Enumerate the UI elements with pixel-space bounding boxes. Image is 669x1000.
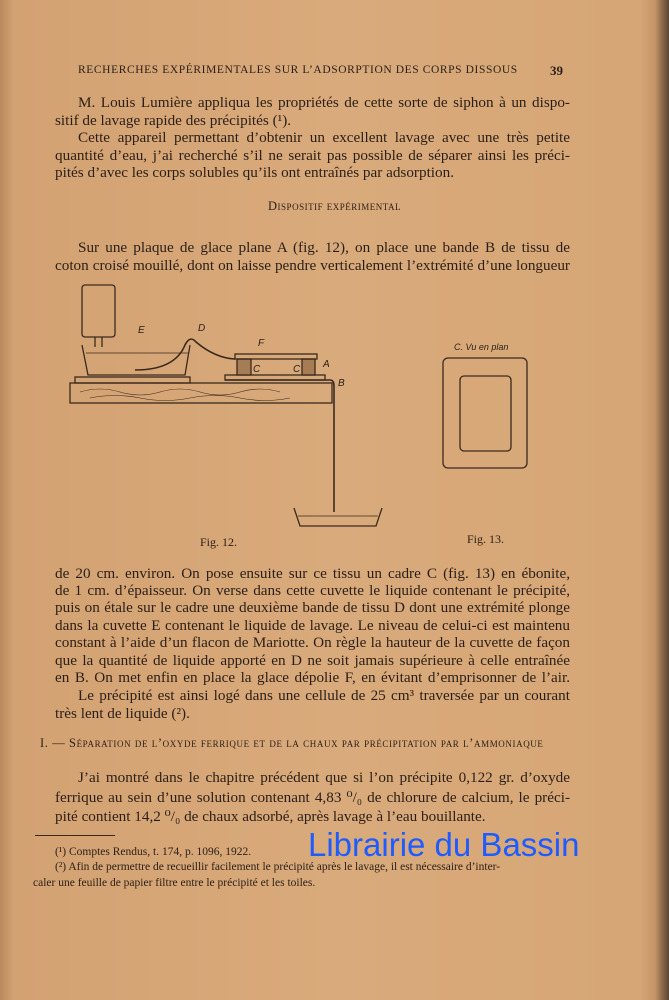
text-line: sitif de lavage rapide des précipités (¹). bbox=[55, 112, 292, 129]
text-line: très lent de liquide (²). bbox=[55, 705, 190, 722]
text-line: en B. On met enfin en place la glace dépolie F, en évitant d’emprisonner de l’air. bbox=[55, 669, 570, 686]
footnote-2-cont: caler une feuille de papier filtre entre le précipité et les toiles. bbox=[33, 877, 316, 889]
label-a: A bbox=[323, 359, 330, 370]
subsection-heading: I. — Séparation de l’oxyde ferrique et de la chaux par précipitation par l’ammoniaque bbox=[40, 736, 544, 750]
frame-c-right bbox=[302, 359, 315, 375]
fig12-caption: Fig. 12. bbox=[200, 535, 238, 549]
fig13-label: C. Vu en plan bbox=[454, 342, 509, 352]
label-c2: C bbox=[293, 364, 301, 375]
footnote-rule bbox=[35, 835, 115, 836]
label-b: B bbox=[338, 378, 345, 389]
flask-neck bbox=[95, 337, 102, 347]
text-line: que la quantité de liquide apporté en D ne soit jamais supérieure à celle entraînée bbox=[55, 652, 570, 669]
mariotte-flask bbox=[82, 285, 115, 337]
cloth-band-d bbox=[135, 339, 235, 370]
text-line: J’ai montré dans le chapitre précédent que si l’on précipite 0,122 gr. d’oxyde bbox=[78, 769, 570, 786]
footnote-2: (²) Afin de permettre de recueillir facilement le précipité après le lavage, il est nécessaire d’inter- bbox=[55, 861, 501, 873]
text-line: Le précipité est ainsi logé dans une cellule de 25 cm³ traversée par un courant bbox=[78, 687, 570, 704]
text-line: quantité d’eau, j’ai recherché s’il ne serait pas possible de séparer ainsi les préci- bbox=[55, 147, 570, 164]
text-line: constant à l’aide d’un flacon de Mariotte. On règle la hauteur de la cuvette de façon bbox=[55, 634, 570, 651]
frame-c-left bbox=[237, 359, 251, 375]
text-line: puis on étale sur le cadre une deuxième bande de tissu D dont une extrémité plonge bbox=[55, 599, 570, 616]
text-line: Sur une plaque de glace plane A (fig. 12), on place une bande B de tissu de bbox=[78, 239, 570, 256]
label-e: E bbox=[138, 325, 145, 336]
watermark: Librairie du Bassin bbox=[308, 826, 580, 863]
footnote-1: (¹) Comptes Rendus, t. 174, p. 1096, 1922. bbox=[55, 846, 252, 858]
text-line: de 20 cm. environ. On pose ensuite sur ce tissu un cadre C (fig. 13) en ébonite, bbox=[55, 565, 570, 582]
text-line: Cette appareil permettant d’obtenir un excellent lavage avec une très petite bbox=[78, 129, 570, 146]
text-line: pités d’avec les corps solubles qu’ils ont entraînés par adsorption. bbox=[55, 164, 454, 181]
text-line: de 1 cm. d’épaisseur. On verse dans cette cuvette le liquide contenant le précipité, bbox=[55, 582, 570, 599]
page-number: 39 bbox=[550, 63, 563, 78]
text-line: dans la cuvette E contenant le liquide de lavage. Le niveau de celui-ci est maintenu bbox=[55, 617, 570, 634]
text-line: ferrique au sein d’une solution contenant 4,83 ⁰/₀ de chlorure de calcium, le préci- bbox=[55, 789, 570, 806]
label-c1: C bbox=[253, 364, 261, 375]
text-line: pité contient 14,2 ⁰/₀ de chaux adsorbé, après lavage à l’eau bouillante. bbox=[55, 808, 486, 825]
running-header: RECHERCHES EXPÉRIMENTALES SUR L’ADSORPTION DES CORPS DISSOUS bbox=[78, 64, 518, 76]
wooden-base bbox=[70, 383, 332, 403]
text-line: M. Louis Lumière appliqua les propriétés de cette sorte de siphon à un dispo- bbox=[78, 94, 570, 111]
fig13-caption: Fig. 13. bbox=[467, 532, 505, 546]
text-line: coton croisé mouillé, dont on laisse pendre verticalement l’extrémité d’une longueur bbox=[55, 257, 570, 274]
small-board bbox=[75, 377, 190, 383]
label-d: D bbox=[198, 323, 206, 334]
collection-tray bbox=[294, 508, 382, 526]
section-heading: Dispositif expérimental bbox=[268, 199, 401, 213]
frosted-glass-f bbox=[235, 354, 317, 359]
frame-inner bbox=[460, 376, 511, 451]
label-f: F bbox=[258, 338, 265, 349]
